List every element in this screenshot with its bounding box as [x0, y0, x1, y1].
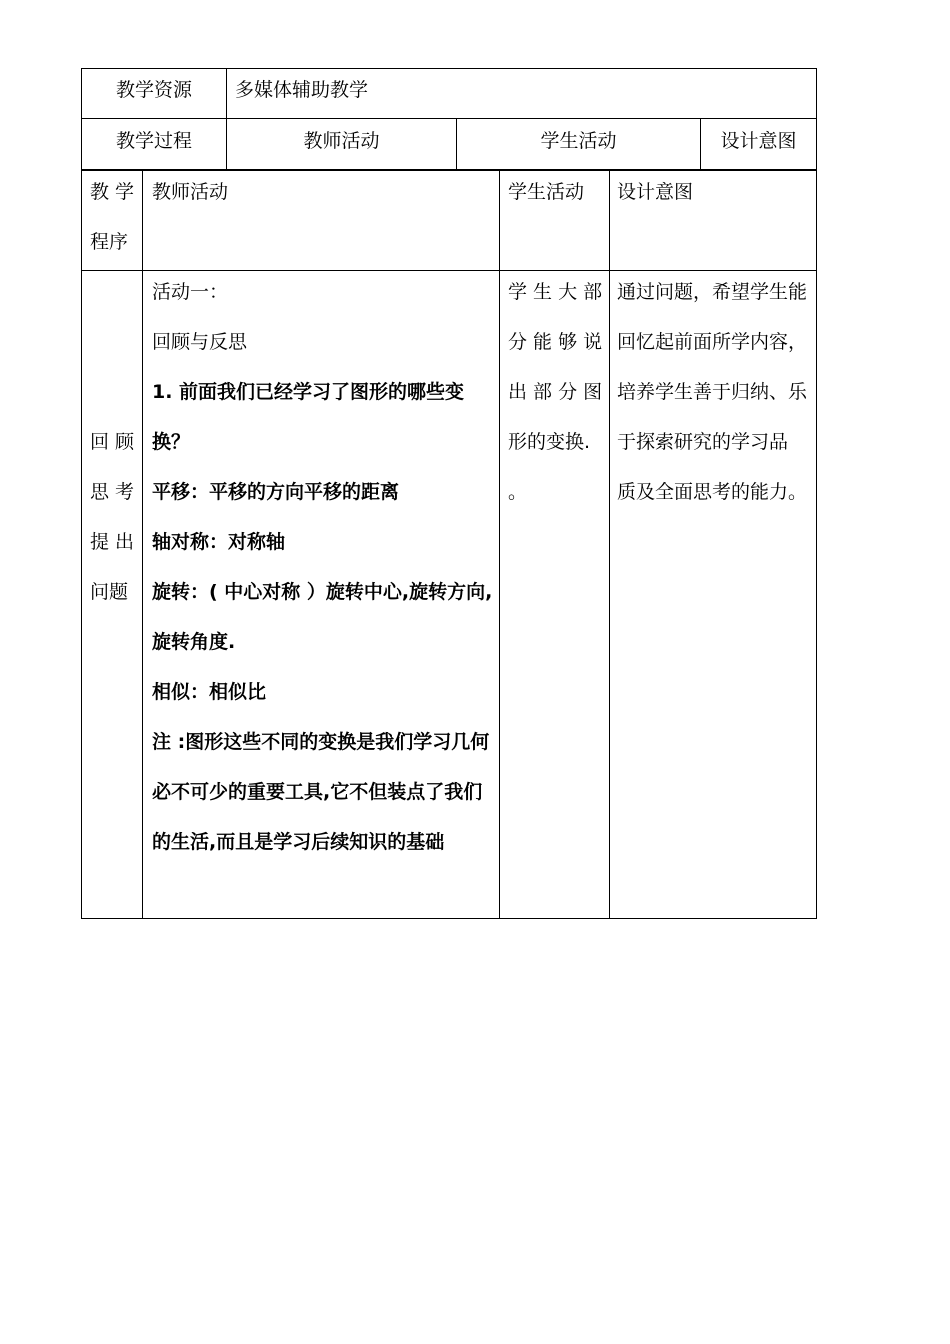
intent-line: 质及全面思考的能力。	[617, 481, 808, 503]
student-activity-header: 学生活动	[540, 130, 617, 152]
teacher-activity-cell	[152, 280, 492, 880]
main-table-border-bottom	[81, 918, 817, 919]
resource-label: 教学资源	[115, 79, 192, 101]
procedure-line: 回 顾	[90, 431, 135, 453]
procedure-line: 提 出	[90, 531, 135, 553]
main-table-col-divider-3	[609, 170, 610, 919]
teacher-header: 教师活动	[152, 181, 229, 203]
procedure-cell	[90, 430, 134, 630]
main-table-border-left	[81, 170, 82, 919]
design-intent-header: 设计意图	[720, 130, 797, 152]
student-line: 出 部 分 图	[508, 381, 603, 403]
teacher-activity-header: 教师活动	[303, 130, 380, 152]
main-table-col-divider-1	[142, 170, 143, 919]
resource-value: 多媒体辅助教学	[235, 79, 369, 101]
main-table-border-right	[816, 170, 817, 919]
intent-line: 于探索研究的学习品	[617, 431, 789, 453]
intent-line: 回忆起前面所学内容，	[617, 331, 808, 353]
top-table-col-divider-1	[226, 68, 227, 170]
teacher-line: 换？	[152, 431, 191, 453]
teacher-line: 轴对称：对称轴	[152, 531, 286, 553]
procedure-line: 思 考	[90, 481, 135, 503]
teacher-line: 相似：相似比	[152, 681, 267, 703]
main-table-col-divider-2	[499, 170, 500, 919]
teacher-line: 的生活,而且是学习后续知识的基础	[152, 831, 445, 853]
process-label: 教学过程	[115, 130, 192, 152]
teacher-line: 活动一：	[152, 281, 229, 303]
top-table-border-right	[816, 68, 817, 170]
intent-header: 设计意图	[617, 181, 694, 203]
teacher-line: 回顾与反思	[152, 331, 248, 353]
design-intent-cell	[617, 280, 807, 530]
top-table-border-top	[81, 68, 817, 69]
student-activity-cell	[508, 280, 602, 530]
teacher-line: 平移：平移的方向平移的距离	[152, 481, 400, 503]
student-line: 分 能 够 说	[508, 331, 603, 353]
top-table-row-divider	[81, 118, 817, 119]
teacher-line: 1. 前面我们已经学习了图形的哪些变	[152, 381, 465, 403]
top-table-border-bottom	[81, 169, 817, 171]
procedure-header-line2: 程序	[90, 231, 129, 253]
teacher-line: 旋转：( 中心对称 ）旋转中心,旋转方向,	[152, 581, 493, 603]
main-table-header-divider	[81, 270, 817, 271]
teacher-line: 必不可少的重要工具,它不但装点了我们	[152, 781, 483, 803]
intent-line: 培养学生善于归纳、乐	[617, 381, 808, 403]
intent-line: 通过问题，希望学生能	[617, 281, 808, 303]
procedure-line: 问题	[90, 581, 129, 603]
teacher-line: 注 :图形这些不同的变换是我们学习几何	[152, 731, 490, 753]
student-line: 形的变换.	[508, 431, 591, 453]
student-line: 学 生 大 部	[508, 281, 603, 303]
student-header: 学生活动	[508, 181, 585, 203]
procedure-header-line1: 教 学	[90, 181, 135, 203]
student-line: 。	[508, 481, 528, 503]
teacher-line: 旋转角度.	[152, 631, 236, 653]
